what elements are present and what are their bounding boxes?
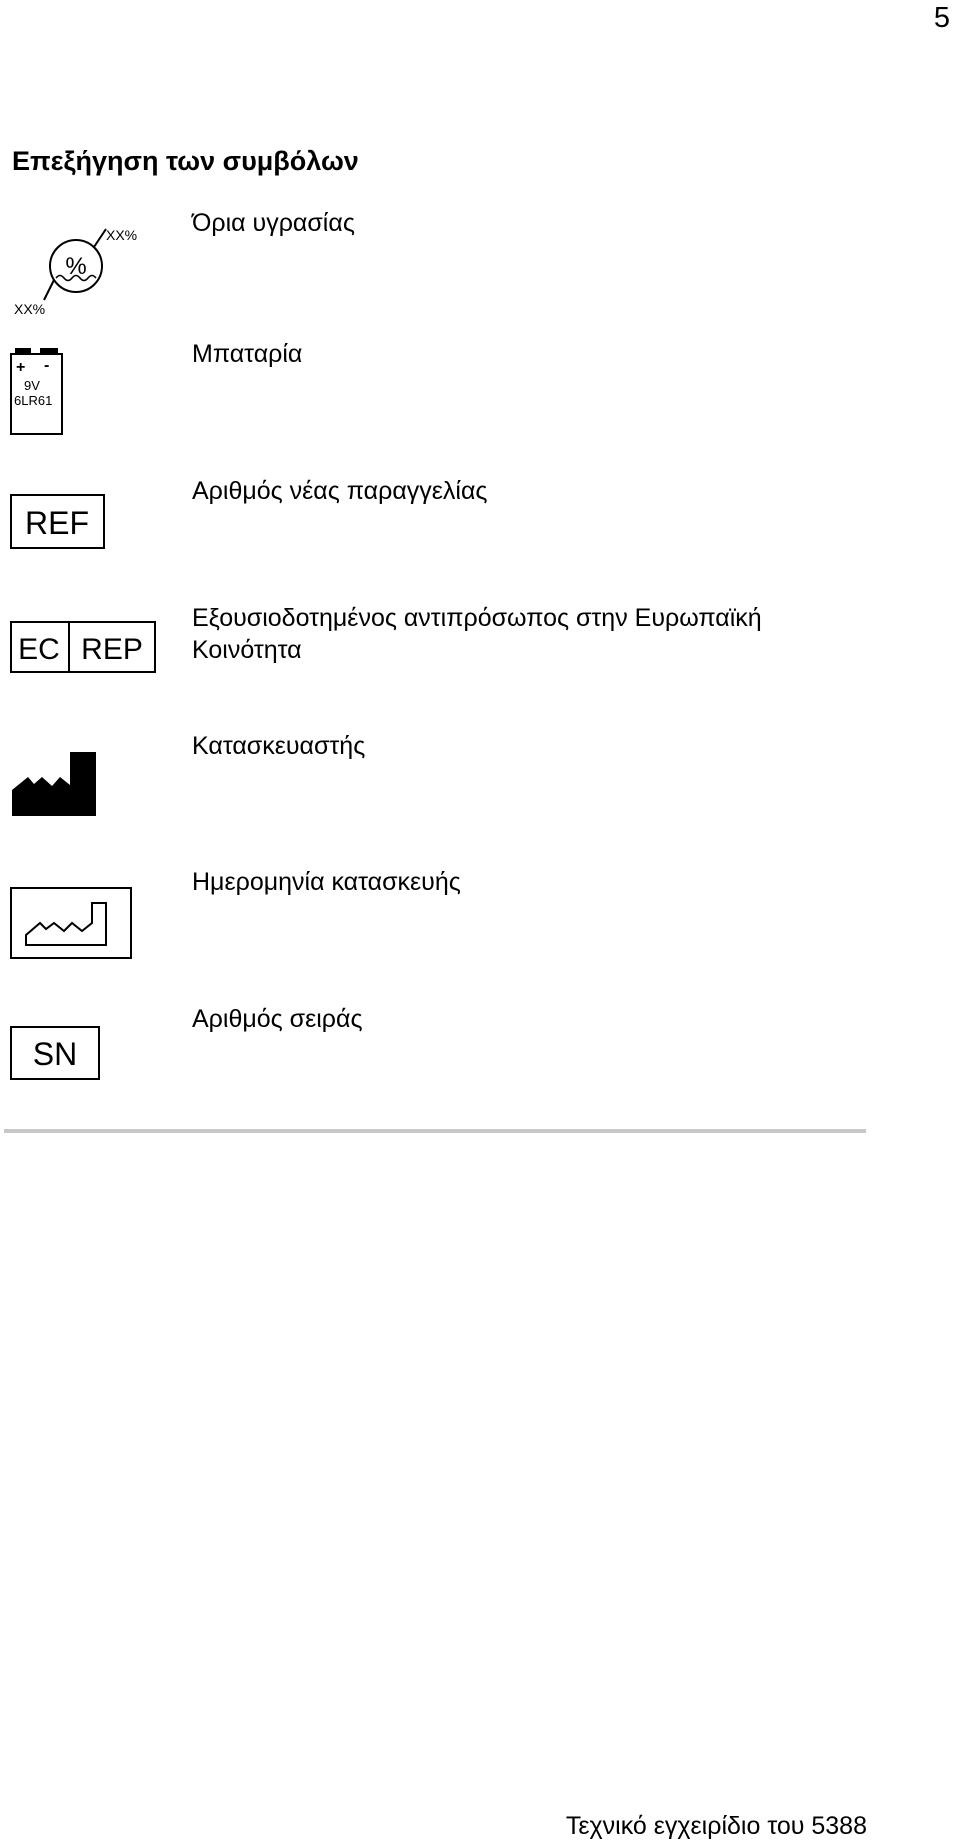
sn-label: SN bbox=[32, 1036, 78, 1072]
serial-number-icon bbox=[10, 1026, 102, 1082]
symbol-description: Ημερομηνία κατασκευής bbox=[192, 868, 461, 896]
symbol-description: Κατασκευαστής bbox=[192, 732, 366, 760]
humidity-lower-label: XX% bbox=[14, 301, 46, 317]
manufacturer-icon bbox=[10, 750, 100, 818]
symbol-description: Αριθμός νέας παραγγελίας bbox=[192, 477, 488, 505]
symbol-description: Μπαταρία bbox=[192, 340, 303, 368]
page-number: 5 bbox=[933, 2, 950, 34]
description-line-2: Κοινότητα bbox=[192, 636, 302, 664]
battery-minus: - bbox=[44, 357, 50, 374]
section-divider bbox=[4, 1129, 866, 1133]
battery-model: 6LR61 bbox=[14, 393, 53, 408]
humidity-glyph: % bbox=[65, 253, 87, 280]
ref-label: REF bbox=[25, 505, 89, 541]
symbol-description bbox=[192, 602, 762, 666]
humidity-upper-label: XX% bbox=[106, 227, 138, 243]
date-of-manufacture-icon bbox=[10, 887, 134, 961]
ec-label: EC bbox=[18, 633, 60, 666]
symbol-description: Αριθμός σειράς bbox=[192, 1005, 363, 1033]
ec-rep-icon bbox=[10, 621, 158, 675]
battery-plus: + bbox=[16, 359, 26, 376]
battery-voltage: 9V bbox=[24, 378, 40, 393]
description-line-1: Εξουσιοδοτημένος αντιπρόσωπος στην Ευρωπαϊκή bbox=[192, 604, 762, 632]
symbol-description: Όρια υγρασίας bbox=[192, 209, 355, 237]
rep-label: REP bbox=[81, 633, 143, 666]
page-footer: Τεχνικό εγχειρίδιο του 5388 bbox=[565, 1812, 867, 1840]
ref-icon bbox=[10, 494, 106, 552]
page-title: Επεξήγηση των συμβόλων bbox=[12, 146, 359, 176]
humidity-limits-icon bbox=[10, 220, 150, 325]
battery-icon bbox=[10, 346, 70, 438]
